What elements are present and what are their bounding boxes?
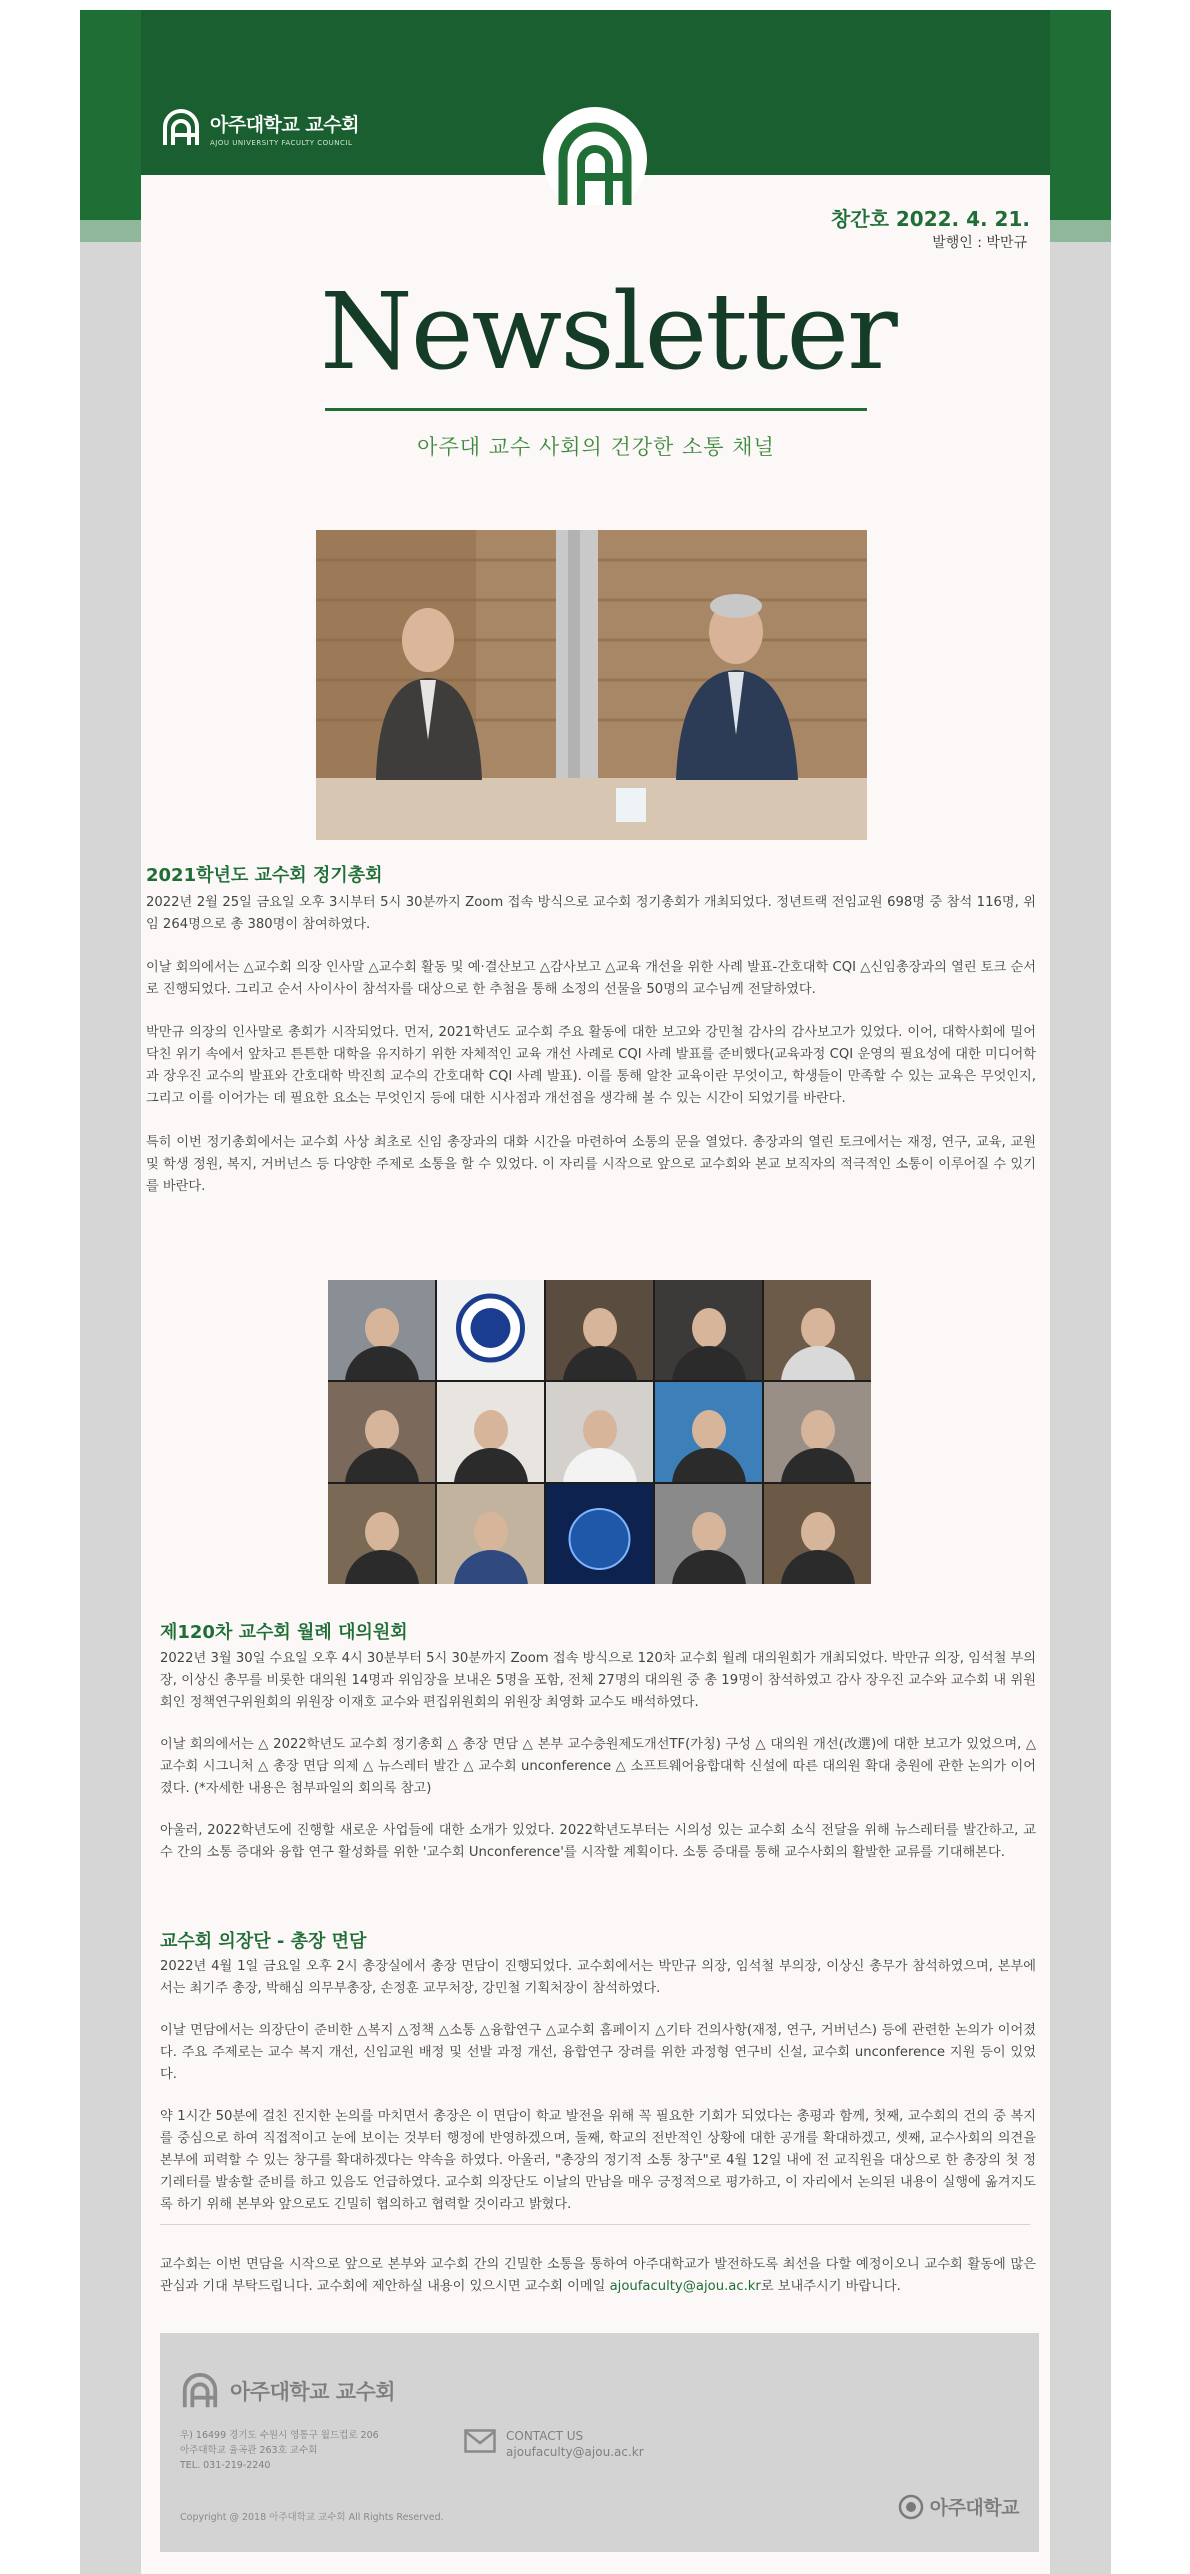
paragraph: 이날 면담에서는 의장단이 준비한 △복지 △정책 △소통 △융합연구 △교수회 홈페이지 △기타 건의사항(재정, 연구, 거버넌스) 등에 관련한 논의가 이어졌다. 주요 주제로는 교수 복지 개선, 신임교원 배정 및 선발 과정 개선, 융합연구 장려를 위한 과정형 연구비 신설, 교수회 unconference 지원 등이 있었다.	[160, 2023, 1036, 2082]
zoom-meeting-photo	[328, 1280, 871, 1584]
phone-number: TEL. 031-219-2240	[180, 2460, 271, 2471]
issue-date: 창간호 2022. 4. 21.	[830, 207, 1030, 231]
newsletter-subtitle: 아주대 교수 사회의 건강한 소통 채널	[417, 435, 775, 459]
footer-address	[180, 2428, 379, 2473]
paragraph: 2022년 4월 1일 금요일 오후 2시 총장실에서 총장 면담이 진행되었다. 교수회에서는 박만규 의장, 임석철 부의장, 이상신 총무가 참석하였으며, 본부에서는 최기주 총장, 박해심 의무부총장, 손정훈 교무처장, 강민철 기획처장이 참석하였다.	[160, 1959, 1036, 1996]
paragraph: 이날 회의에서는 △ 2022학년도 교수회 정기총회 △ 총장 면담 △ 본부 교수충원제도개선TF(가칭) 구성 △ 대의원 개선(改選)에 대한 보고가 있었으며, △ 교수회 시그니처 △ 총장 면담 의제 △ 뉴스레터 발간 △ 교수회 unconference △ 소프트웨어융합대학 신설에 따른 대의원 확대 충원에 관한 논의가 이어졌다. (*자세한 내용은 첨부파일의 회의록 참고)	[160, 1737, 1036, 1796]
header-side-left	[80, 220, 141, 242]
closing-text-end: 로 보내주시기 바랍니다.	[760, 2279, 901, 2294]
paragraph: 이날 회의에서는 △교수회 의장 인사말 △교수회 활동 및 예·결산보고 △감사보고 △교육 개선을 위한 사례 발표-간호대학 CQI △신임총장과의 열린 토크 순서로 진행되었다. 그리고 순서 사이사이 참석자를 대상으로 한 추첨을 통해 소정의 선물을 50명의 교수님께 전달하였다.	[146, 960, 1036, 997]
ajou-emblem-icon	[541, 105, 649, 205]
title-rule	[325, 408, 867, 411]
university-name: 아주대학교	[929, 2497, 1019, 2519]
closing-divider	[160, 2224, 1030, 2225]
video-tile-globe	[546, 1484, 653, 1584]
video-tile	[655, 1280, 762, 1380]
paragraph: 특히 이번 정기총회에서는 교수회 사상 최초로 신임 총장과의 대화 시간을 마련하여 소통의 문을 열었다. 총장과의 열린 토크에서는 재정, 연구, 교육, 교원 및 학생 정원, 복지, 거버넌스 등 다양한 주제로 소통을 할 수 있었다. 이 자리를 시작으로 앞으로 교수회와 본교 보직자의 적극적인 소통이 이루어질 수 있기를 바란다.	[146, 1135, 1036, 1194]
logo-subtitle: AJOU UNIVERSITY FACULTY COUNCIL	[210, 138, 353, 147]
publisher: 발행인 : 박만규	[932, 235, 1027, 251]
university-logo[interactable]	[898, 2493, 1019, 2520]
video-tile-seal	[437, 1280, 544, 1380]
video-tile	[546, 1382, 653, 1482]
faculty-email-link[interactable]: ajoufaculty@ajou.ac.kr	[609, 2279, 761, 2294]
address-line: 아주대학교 율곡관 263호 교수회	[180, 2445, 318, 2456]
footer-logo-name: 아주대학교 교수회	[230, 2380, 396, 2404]
footer-logo[interactable]	[180, 2371, 395, 2411]
paragraph: 2022년 2월 25일 금요일 오후 3시부터 5시 30분까지 Zoom 접속 방식으로 교수회 정기총회가 개최되었다. 정년트랙 전임교원 698명 중 참석 116명, 위임 264명으로 총 380명이 참여하였다.	[146, 895, 1036, 932]
envelope-icon	[464, 2429, 496, 2453]
paragraph: 약 1시간 50분에 걸친 진지한 논의를 마치면서 총장은 이 면담이 학교 발전을 위해 꼭 필요한 기회가 되었다는 총평과 함께, 첫째, 교수회의 건의 중 복지를 중심으로 하여 직접적이고 눈에 보이는 것부터 행정에 반영하겠으며, 둘째, 학교의 전반적인 상황에 대한 공개를 확대하겠고, 셋째, 교수사회의 의견을 본부에 피력할 수 있는 창구를 확대하겠다는 약속을 하였다. 아울러, "총장의 정기적 소통 창구"로 4월 12일 내에 전 교직원을 대상으로 한 총장의 첫 정기레터를 발송할 준비를 하고 있음도 언급하였다. 교수회 의장단도 이날의 만남을 매우 긍정적으로 평가하고, 이 자리에서 논의된 내용이 실행에 옮겨지도록 하기 위해 본부와 앞으로도 긴밀히 협의하고 협력할 것이라고 밝혔다.	[160, 2109, 1036, 2212]
paragraph: 박만규 의장의 인사말로 총회가 시작되었다. 먼저, 2021학년도 교수회 주요 활동에 대한 보고와 강민철 감사의 감사보고가 있었다. 이어, 대학사회에 밀어닥친 위기 속에서 앞차고 튼튼한 대학을 유지하기 위한 자체적인 교육 개선 사례로 CQI 사례 발표를 준비했다(교육과정 CQI 운영의 필요성에 대한 미디어학과 장우진 교수의 발표와 간호대학 박진희 교수의 간호대학 CQI 사례 발표). 이를 통해 알찬 교육이란 무엇이고, 학생들이 만족할 수 있는 교육은 무엇인지, 그리고 이를 이어가는 데 필요한 요소는 무엇인지 등에 대한 시사점과 개선점을 생각해 볼 수 있는 시간이 되었기를 바란다.	[146, 1025, 1036, 1106]
video-tile	[437, 1382, 544, 1482]
video-tile	[764, 1280, 871, 1380]
closing-paragraph	[160, 2254, 1036, 2298]
paragraph: 2022년 3월 30일 수요일 오후 4시 30분부터 5시 30분까지 Zoom 접속 방식으로 120차 교수회 월례 대의원회가 개최되었다. 박만규 의장, 임석철 부의장, 이상신 총무를 비롯한 대의원 14명과 위임장을 보내온 5명을 포함, 전체 27명의 대의원 중 총 19명이 참석하였고 감사 장우진 교수와 교수회 내 위원회인 정책연구위원회의 위원장 이재호 교수와 편집위원회의 위원장 최영화 교수도 배석하였다.	[160, 1651, 1036, 1710]
contact-label: CONTACT US	[506, 2429, 584, 2443]
video-tile	[764, 1382, 871, 1482]
section-title-president-meeting: 교수회 의장단 - 총장 면담	[160, 1931, 367, 1952]
contact-us[interactable]	[464, 2429, 644, 2459]
contact-email[interactable]: ajoufaculty@ajou.ac.kr	[506, 2445, 644, 2459]
video-tile	[328, 1280, 435, 1380]
video-tile	[655, 1484, 762, 1584]
address-line: 우) 16499 경기도 수원시 영통구 월드컵로 206	[180, 2430, 379, 2441]
closing-text: 교수회는 이번 면담을 시작으로 앞으로 본부와 교수회 간의 긴밀한 소통을 통하여 아주대학교가 발전하도록 최선을 다할 예정이오니 교수회 활동에 많은 관심과 기대 부탁드립니다. 교수회에 제안하실 내용이 있으시면 교수회 이메일	[160, 2257, 1036, 2294]
footer	[160, 2333, 1039, 2552]
video-tile	[546, 1280, 653, 1380]
university-seal-icon	[898, 2494, 924, 2520]
header-side-right	[1050, 220, 1111, 242]
section-title-general-meeting: 2021학년도 교수회 정기총회	[146, 865, 383, 886]
copyright: Copyright @ 2018 아주대학교 교수회 All Rights Reserved.	[180, 2512, 444, 2523]
section-title-delegates-meeting: 제120차 교수회 월례 대의원회	[160, 1622, 408, 1643]
paragraph: 아울러, 2022학년도에 진행할 새로운 사업들에 대한 소개가 있었다. 2022학년도부터는 시의성 있는 교수회 소식 전달을 위해 뉴스레터를 발간하고, 교수 간의 소통 증대와 융합 연구 활성화를 위한 '교수회 Unconference'를 시작할 계획이다. 소통 증대를 통해 교수사회의 활발한 교류를 기대해본다.	[160, 1823, 1036, 1860]
video-tile	[764, 1484, 871, 1584]
ajou-arch-icon	[180, 2371, 220, 2411]
faculty-council-logo[interactable]	[160, 107, 359, 149]
video-tile	[328, 1484, 435, 1584]
logo-name: 아주대학교 교수회	[210, 113, 359, 136]
general-meeting-photo	[316, 530, 867, 840]
video-tile	[655, 1382, 762, 1482]
video-tile	[328, 1382, 435, 1482]
ajou-arch-icon	[160, 107, 202, 149]
video-tile	[437, 1484, 544, 1584]
newsletter-title: Newsletter	[320, 270, 896, 393]
